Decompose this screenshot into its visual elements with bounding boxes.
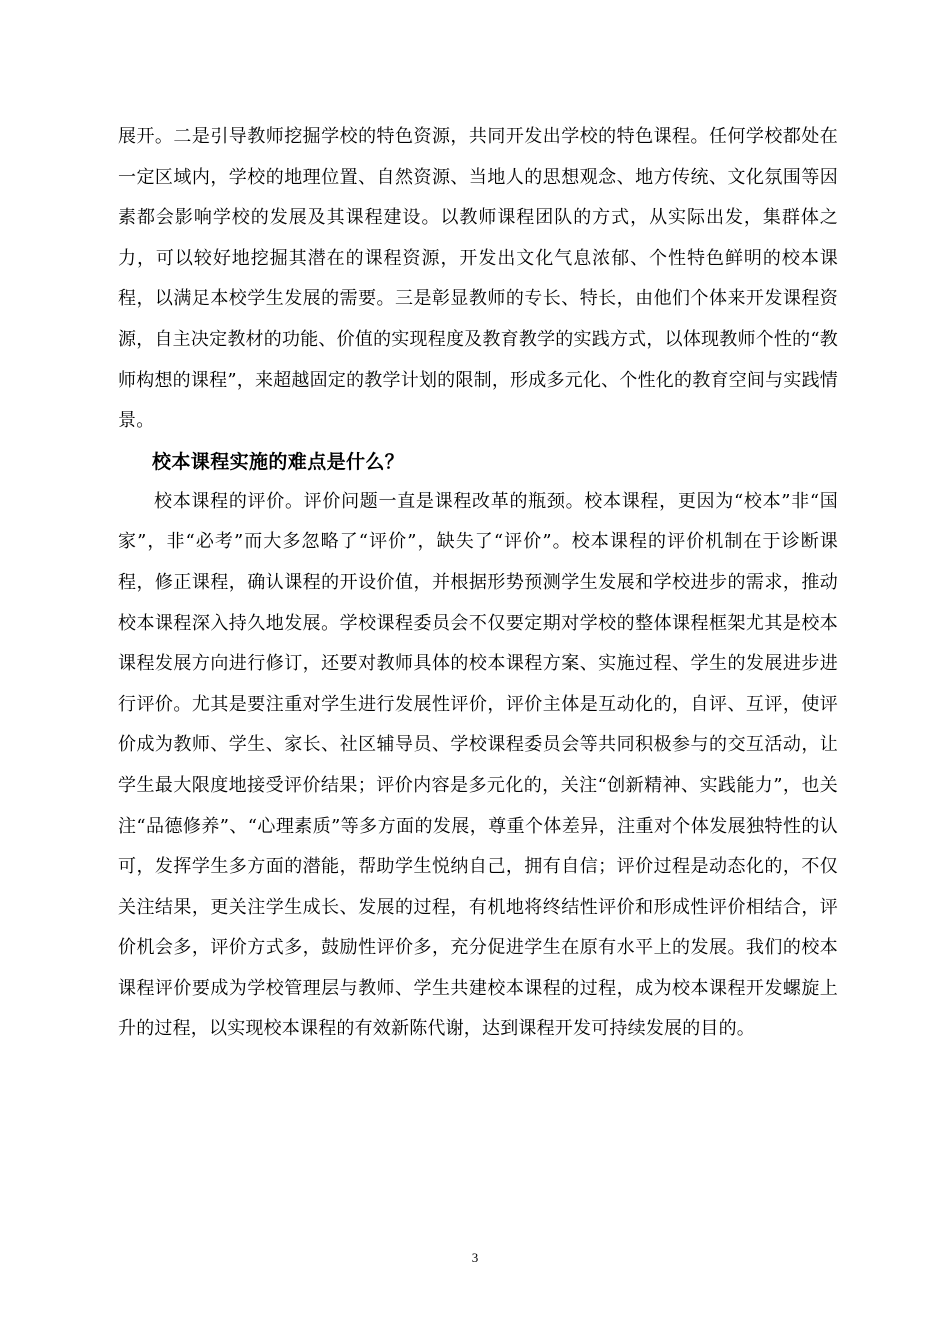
page-content [118,117,838,1050]
body-paragraph-continued: 展开。二是引导教师挖掘学校的特色资源，共同开发出学校的特色课程。任何学校都处在一定区域内，学校的地理位置、自然资源、当地人的思想观念、地方传统、文化氛围等因素都会影响学校的发展及其课程建设。以教师课程团队的方式，从实际出发，集群体之力，可以较好地挖掘其潜在的课程资源，开发出文化气息浓郁、个性特色鲜明的校本课程，以满足本校学生发展的需要。三是彰显教师的专长、特长，由他们个体来开发课程资源，自主决定教材的功能、价值的实现程度及教育教学的实践方式，以体现教师个性的“教师构想的课程”，来超越固定的教学计划的限制，形成多元化、个性化的教育空间与实践情景。 [118,126,838,432]
body-paragraph-evaluation: 校本课程的评价。评价问题一直是课程改革的瓶颈。校本课程，更因为“校本”非“国家”，非“必考”而大多忽略了“评价”，缺失了“评价”。校本课程的评价机制在于诊断课程，修正课程，确认课程的开设价值，并根据形势预测学生发展和学校进步的需求，推动校本课程深入持久地发展。学校课程委员会不仅要定期对学校的整体课程框架尤其是校本课程发展方向进行修订，还要对教师具体的校本课程方案、实施过程、学生的发展进步进行评价。尤其是要注重对学生进行发展性评价，评价主体是互动化的，自评、互评，使评价成为教师、学生、家长、社区辅导员、学校课程委员会等共同积极参与的交互活动，让学生最大限度地接受评价结果；评价内容是多元化的，关注“创新精神、实践能力”，也关注“品德修养”、“心理素质”等多方面的发展，尊重个体差异，注重对个体发展独特性的认可，发挥学生多方面的潜能，帮助学生悦纳自己，拥有自信；评价过程是动态化的，不仅关注结果，更关注学生成长、发展的过程，有机地将终结性评价和形成性评价相结合，评价机会多，评价方式多，鼓励性评价多，充分促进学生在原有水平上的发展。我们的校本课程评价要成为学校管理层与教师、学生共建校本课程的过程，成为校本课程开发螺旋上升的过程，以实现校本课程的有效新陈代谢，达到课程开发可持续发展的目的。 [118,490,838,1040]
section-heading: 校本课程实施的难点是什么？ [152,450,405,473]
page-number: 3 [471,1250,479,1265]
